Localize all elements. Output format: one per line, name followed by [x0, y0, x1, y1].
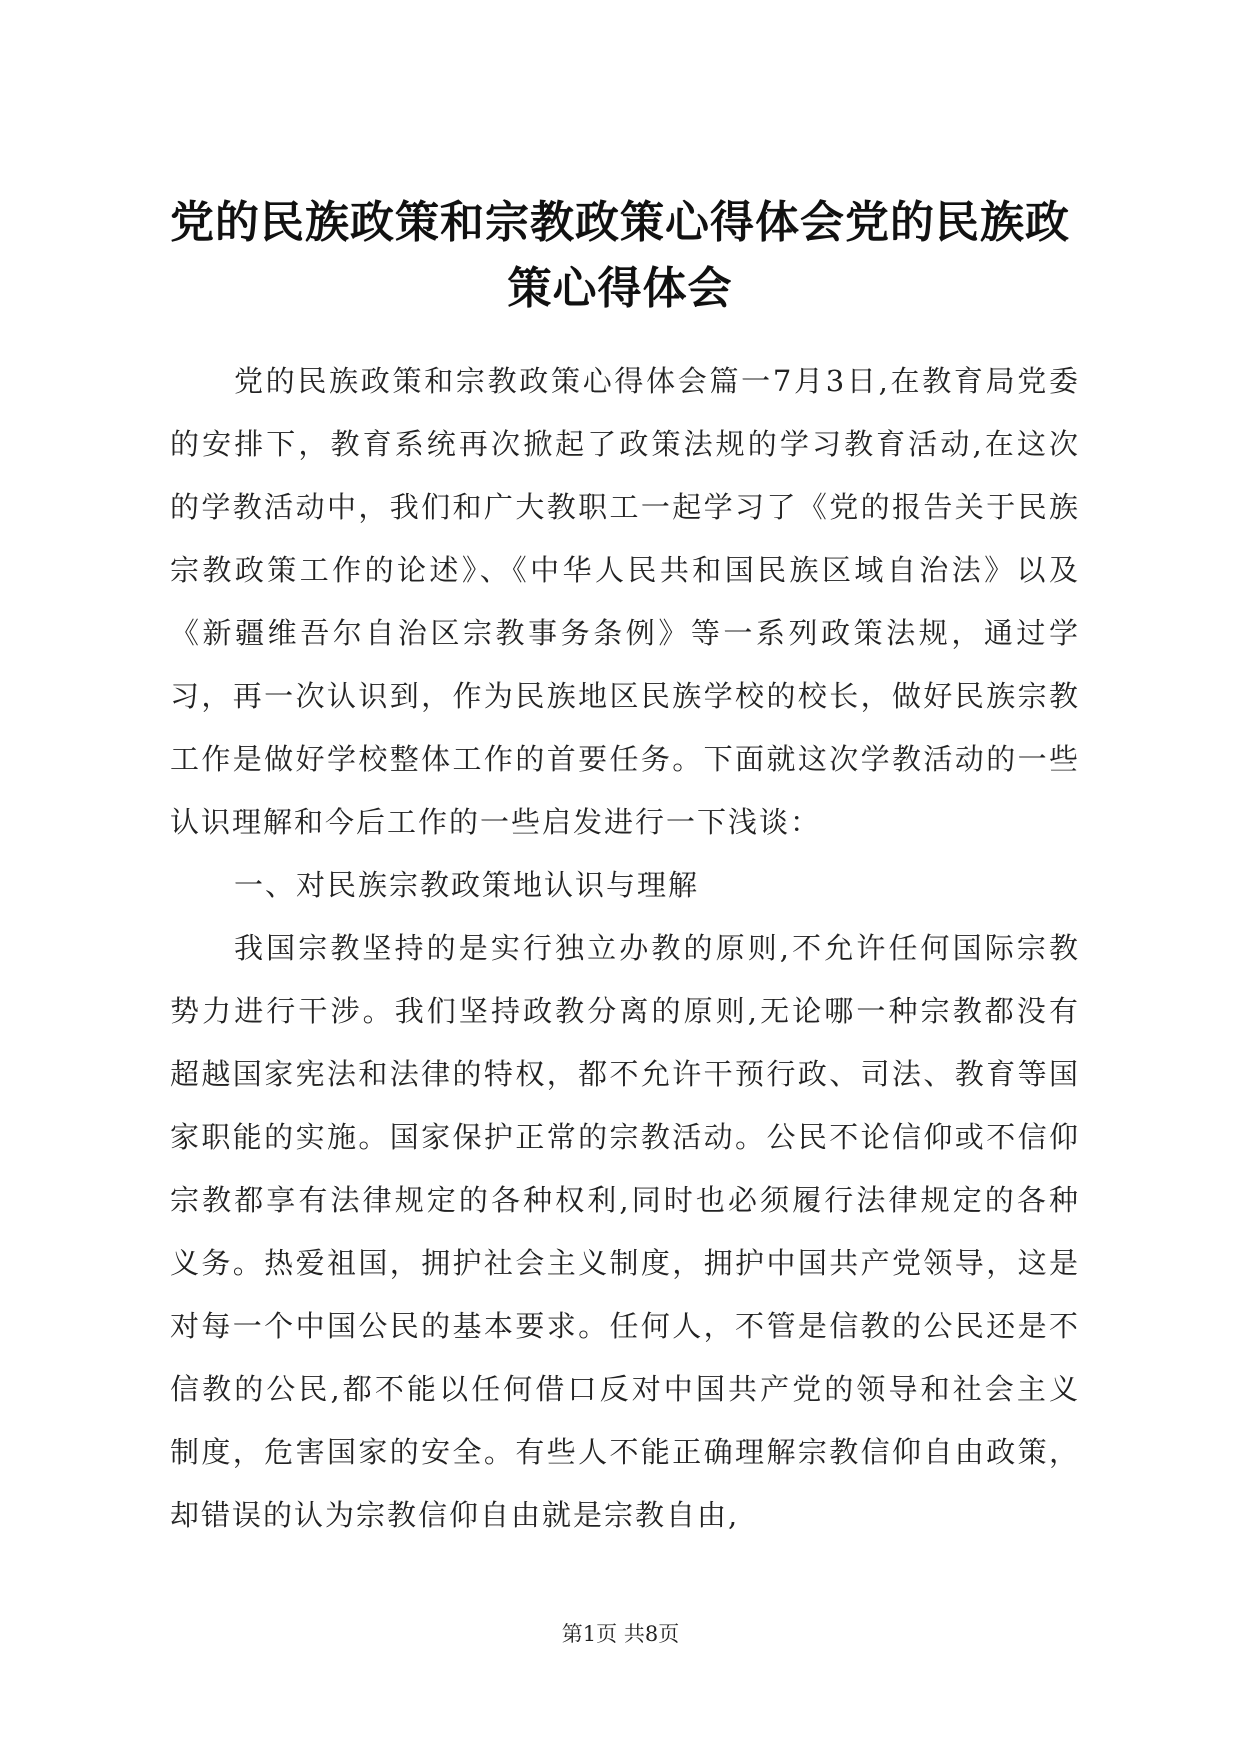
- document-title: 党的民族政策和宗教政策心得体会党的民族政策心得体会: [170, 197, 1070, 314]
- page-footer: 第1页 共8页: [561, 1622, 680, 1646]
- document-body: [170, 350, 1080, 1547]
- paragraph-religion: 我国宗教坚持的是实行独立办教的原则,不允许任何国际宗教势力进行干涉。我们坚持政教分离的原则,无论哪一种宗教都没有超越国家宪法和法律的特权，都不允许干预行政、司法、教育等国家职能的实施。国家保护正常的宗教活动。公民不论信仰或不信仰宗教都享有法律规定的各种权利,同时也必须履行法律规定的各种义务。热爱祖国，拥护社会主义制度，拥护中国共产党领导，这是对每一个中国公民的基本要求。任何人，不管是信教的公民还是不信教的公民,都不能以任何借口反对中国共产党的领导和社会主义制度，危害国家的安全。有些人不能正确理解宗教信仰自由政策，却错误的认为宗教信仰自由就是宗教自由,: [170, 931, 1080, 1532]
- paragraph-intro: 党的民族政策和宗教政策心得体会篇一7月3日,在教育局党委的安排下，教育系统再次掀起了政策法规的学习教育活动,在这次的学教活动中，我们和广大教职工一起学习了《党的报告关于民族宗教政策工作的论述》、《中华人民共和国民族区域自治法》以及《新疆维吾尔自治区宗教事务条例》等一系列政策法规，通过学习，再一次认识到，作为民族地区民族学校的校长，做好民族宗教工作是做好学校整体工作的首要任务。下面就这次学教活动的一些认识理解和今后工作的一些启发进行一下浅谈：: [170, 364, 1080, 839]
- section-heading: 一、对民族宗教政策地认识与理解: [234, 868, 700, 902]
